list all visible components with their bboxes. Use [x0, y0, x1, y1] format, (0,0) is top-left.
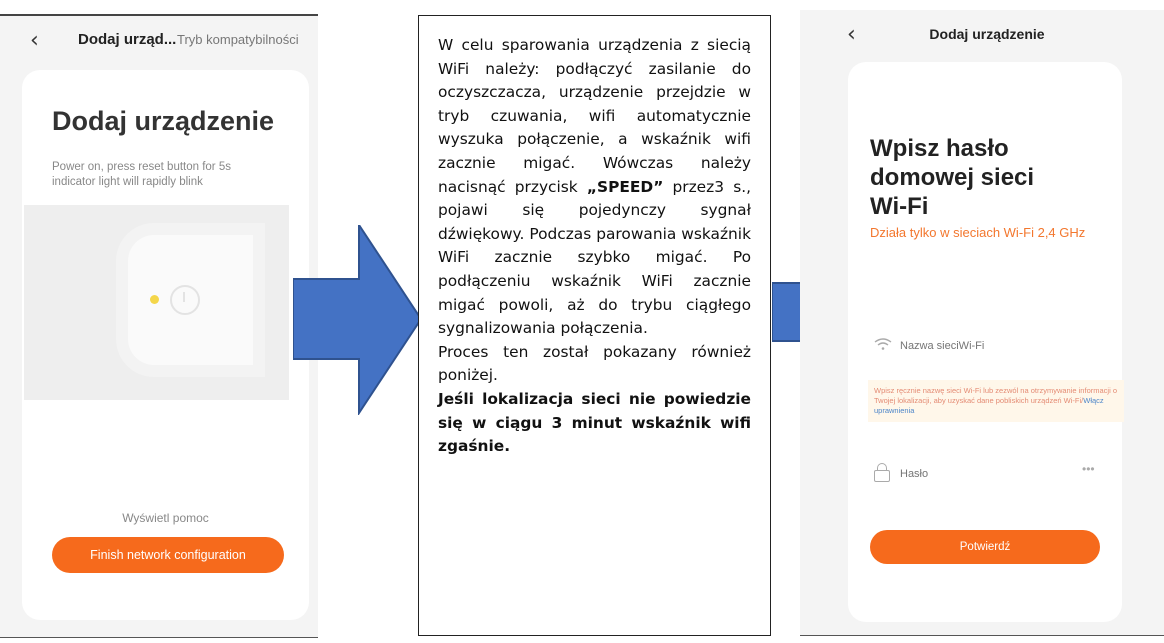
- timeout-warning: [438, 388, 751, 459]
- compatibility-mode-link[interactable]: Tryb kompatybilności: [177, 32, 299, 47]
- title-line-1: Wpisz hasło: [870, 135, 1009, 162]
- nav-title: Dodaj urząd...: [78, 31, 177, 48]
- speed-button-label: „SPEED”: [586, 177, 664, 196]
- purifier-device-icon: [128, 235, 253, 365]
- location-notice-text: Wpisz ręcznie nazwę sieci Wi-Fi lub zezwól na otrzymywanie informacji o Twojej lokalizacji, aby uzyskać dane pobliskich urządzeń Wi-Fi/: [874, 386, 1117, 405]
- right-arrow-icon: [293, 225, 423, 415]
- content-card: [22, 70, 309, 620]
- bottom-border: [800, 635, 1164, 636]
- timeout-warning-text: Jeśli lokalizacja sieci nie powiedzie się w ciągu 3 minut wskaźnik wifi zgaśnie.: [438, 389, 751, 456]
- indicator-light-icon: [150, 295, 159, 304]
- arrow-shape: [293, 225, 421, 413]
- location-permission-notice: [868, 380, 1124, 422]
- instruction-paragraph: [438, 34, 751, 341]
- show-help-link[interactable]: Wyświetl pomoc: [122, 511, 209, 525]
- nav-title: Dodaj urządzenie: [929, 26, 1045, 42]
- instruction-text-part1: W celu sparowania urządzenia z siecią WiFi należy: podłączyć zasilanie do oczyszczacza, urządzenie przejdzie w tryb czuwania, wifi automatycznie wyszuka połączenie, a wskaźnik wifi zacznie migać. Wówczas należy nacisnąć przycisk: [438, 36, 751, 196]
- navigation-bar: [800, 12, 1164, 64]
- show-password-toggle[interactable]: •••: [1082, 462, 1095, 476]
- device-illustration: [24, 205, 289, 400]
- lock-icon: [874, 470, 890, 482]
- process-shown-paragraph: Proces ten został pokazany również poniżej.: [438, 342, 751, 385]
- content-card: [848, 62, 1122, 622]
- wifi-band-note: Działa tylko w sieciach Wi-Fi 2,4 GHz: [870, 225, 1086, 240]
- back-arrow-icon[interactable]: ‹: [30, 28, 39, 53]
- title-line-2: domowej sieci: [870, 164, 1035, 191]
- navigation-bar: [0, 16, 318, 68]
- reset-instruction: [52, 160, 282, 190]
- instruction-textbox: [418, 15, 771, 636]
- bottom-border: [0, 637, 318, 638]
- wifi-network-name-input[interactable]: [900, 336, 1090, 356]
- phone-screen-add-device: [0, 14, 318, 638]
- password-input[interactable]: [900, 464, 1050, 484]
- enable-permissions-link[interactable]: Włącz uprawnienia: [874, 396, 1104, 415]
- wifi-icon: [874, 338, 892, 350]
- confirm-button[interactable]: Potwierdź: [870, 530, 1100, 564]
- title-line-3: Wi-Fi: [870, 193, 929, 220]
- instruction-text-part2: przez3 s., pojawi się pojedynczy sygnał dźwiękowy. Podczas parowania wskaźnik WiFi zacznie szybko migać. Po podłączeniu wskaźnik WiFi zacznie migać powoli, aż do trybu ciągłego sygnalizowania połączenia.: [438, 177, 751, 338]
- back-arrow-icon[interactable]: ‹: [847, 22, 856, 47]
- power-button-icon: [170, 285, 200, 315]
- page-title: Dodaj urządzenie: [52, 106, 275, 136]
- instruction-line-2: indicator light will rapidly blink: [52, 176, 203, 188]
- page-title: [870, 134, 1100, 221]
- instruction-line-1: Power on, press reset button for 5s: [52, 161, 231, 173]
- finish-network-configuration-button[interactable]: Finish network configuration: [52, 537, 284, 573]
- phone-screen-wifi-password: [800, 10, 1164, 636]
